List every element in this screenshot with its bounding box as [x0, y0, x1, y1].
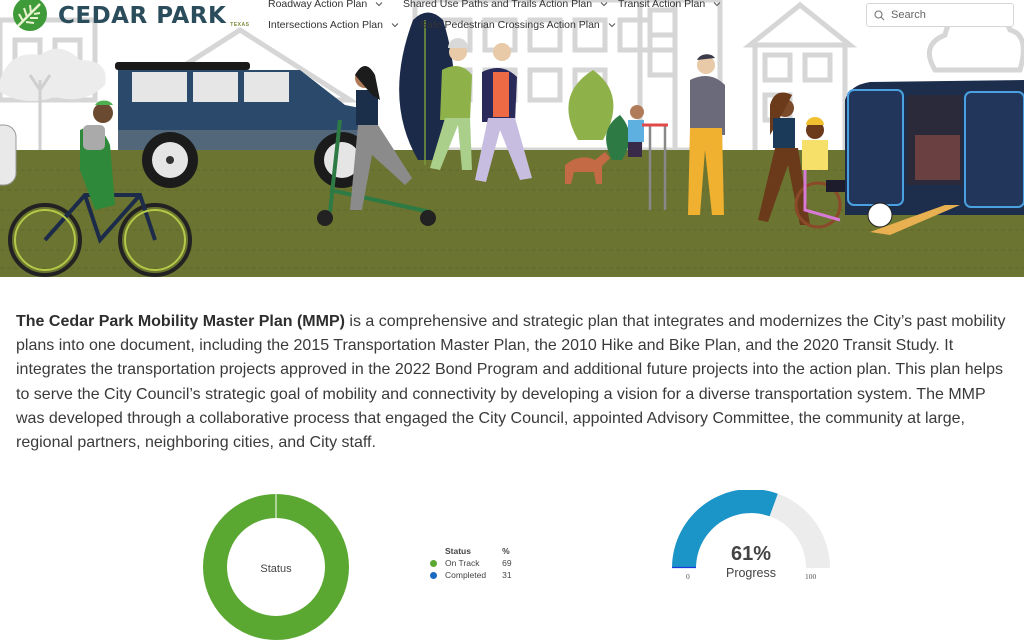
gauge-value: 61%: [730, 543, 772, 565]
intro-paragraph: [16, 310, 1016, 455]
nav-transit-action-plan[interactable]: [618, 0, 721, 10]
chevron-down-icon: [375, 0, 383, 8]
cedar-leaf-icon: [10, 0, 50, 36]
completed-dot-icon: [430, 572, 437, 579]
site-logo[interactable]: [10, 0, 249, 36]
hero-banner: [0, 0, 1024, 277]
legend-header-label: Status: [445, 546, 471, 556]
legend-header-value: %: [502, 546, 510, 556]
legend-value: 31: [502, 570, 512, 580]
status-legend: [430, 546, 512, 582]
gauge-max-label: 100: [805, 572, 817, 581]
legend-label: Completed: [445, 570, 487, 580]
gauge-label: Progress: [725, 566, 777, 580]
donut-center-label: Status: [260, 563, 292, 575]
hero-illustration: [0, 0, 1024, 277]
nav-label: Intersections Action Plan: [268, 19, 383, 31]
chevron-down-icon: [713, 0, 721, 8]
on-track-dot-icon: [430, 560, 437, 567]
gauge-min-label: 0: [686, 572, 690, 581]
intro-bold-lead: The Cedar Park Mobility Master Plan (MMP): [16, 313, 345, 330]
chevron-down-icon: [600, 0, 608, 8]
logo-text: CEDAR PARK: [58, 3, 227, 29]
intro-body: is a comprehensive and strategic plan that integrates and modernizes the City’s past mobility plans into one document, including the 2015 Transportation Master Plan, the 2010 Hike and Bike Plan, and the 2020 Transit Study. It integrates the transportation projects approved in the 2022 Bond Program and additional future projects into the action plan. This plan helps to serve the City Council’s strategic goal of mobility and connectivity by developing a vision for a diverse transportation system. The MMP was developed through a collaborative process that engaged the City Council, appointed Advisory Committee, the community at large, regional partners, neighboring cities, and City staff.: [16, 313, 1006, 452]
legend-row-on-track[interactable]: [430, 558, 512, 570]
nav-label: Safe Pedestrian Crossings Action Plan: [420, 19, 600, 31]
legend-row-completed[interactable]: [430, 570, 512, 582]
nav-label: Shared Use Paths and Trails Action Plan: [403, 0, 593, 10]
chevron-down-icon: [391, 21, 399, 29]
logo-subtext: TEXAS: [230, 22, 250, 28]
search-icon: [874, 10, 885, 21]
legend-value: 69: [502, 558, 512, 568]
nav-label: Roadway Action Plan: [268, 0, 368, 10]
search-box[interactable]: [866, 3, 1014, 27]
nav-intersections-action-plan[interactable]: [268, 19, 399, 31]
nav-shared-use-paths-action-plan[interactable]: [403, 0, 608, 10]
nav-safe-pedestrian-crossings-action-plan[interactable]: [420, 19, 616, 31]
chevron-down-icon: [608, 21, 616, 29]
search-input[interactable]: [889, 8, 1003, 22]
nav-roadway-action-plan[interactable]: [268, 0, 383, 10]
legend-label: On Track: [445, 558, 480, 568]
nav-label: Transit Action Plan: [618, 0, 706, 10]
